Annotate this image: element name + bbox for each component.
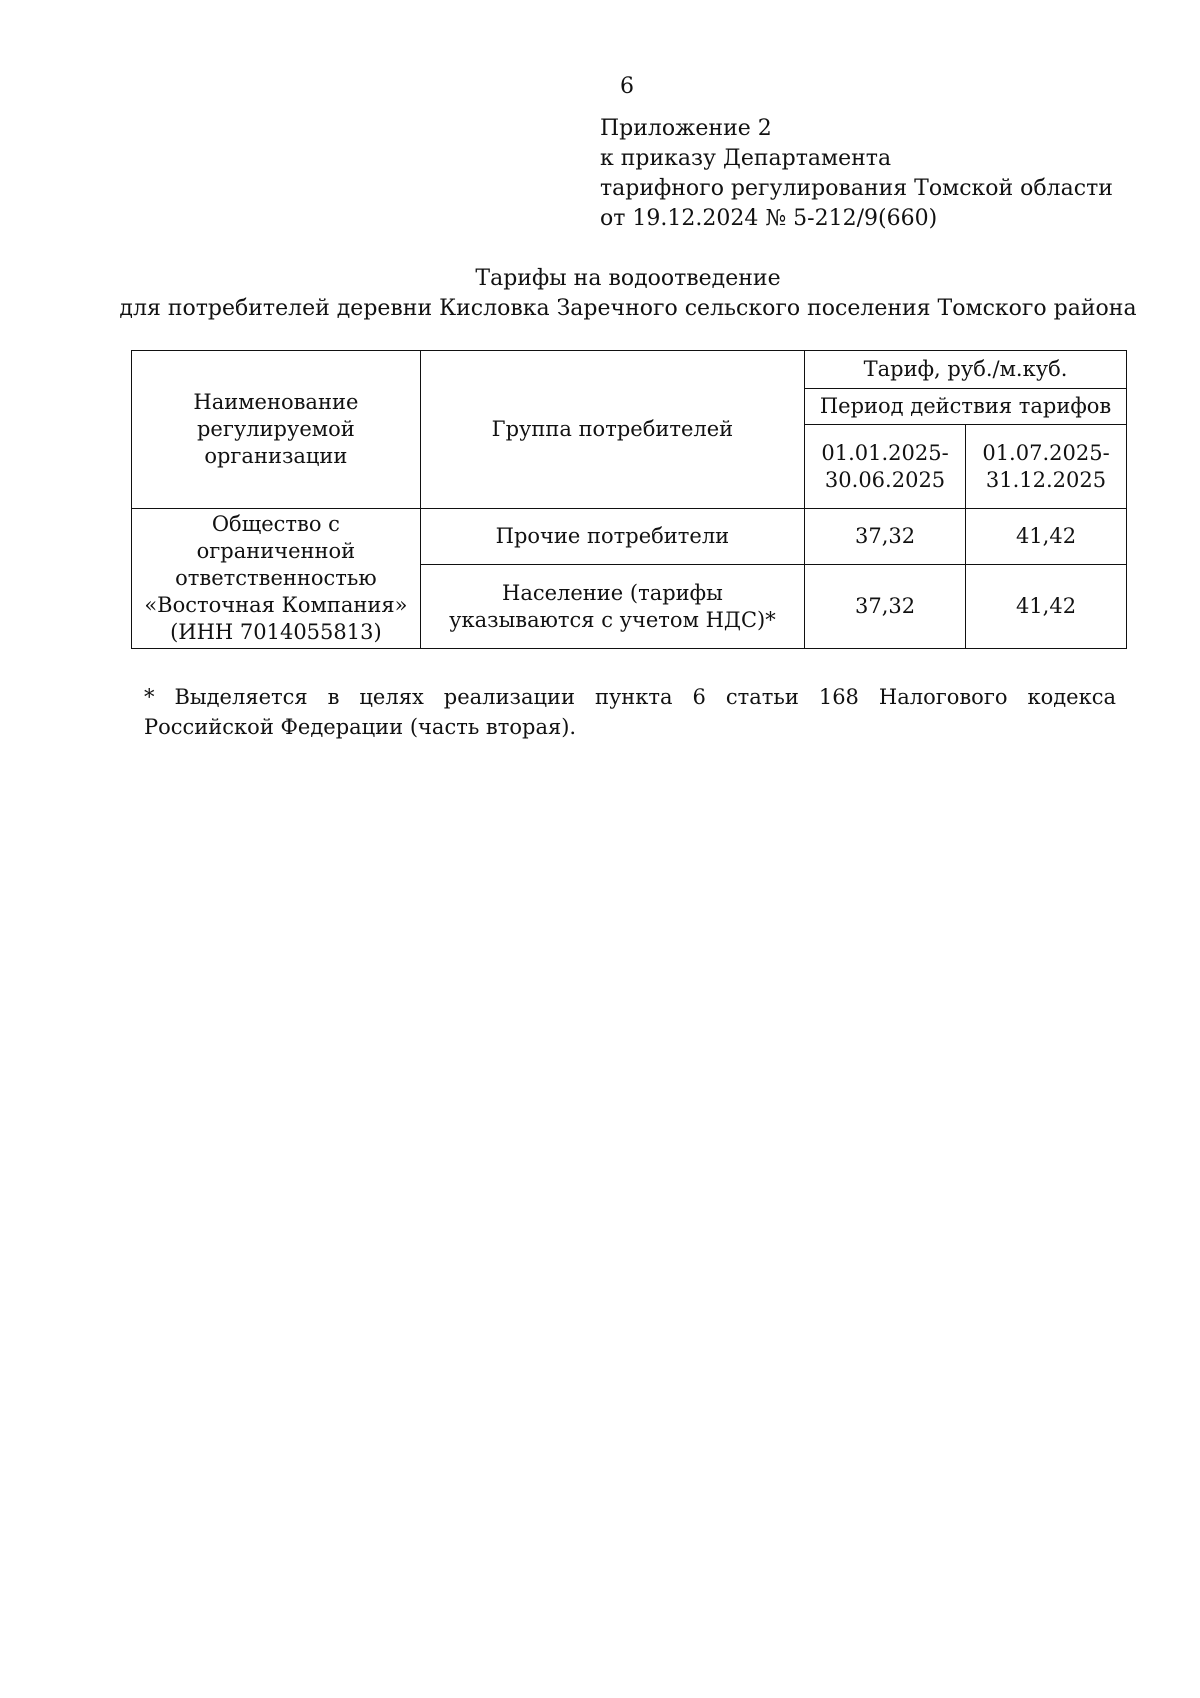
appendix-line-4: от 19.12.2024 № 5-212/9(660) (600, 206, 938, 231)
title-line-1: Тарифы на водоотведение (475, 266, 781, 291)
organization-cell: Общество с ограниченной ответственностью «Восточная Компания» (ИНН 7014055813) (132, 509, 421, 649)
consumer-group-cell: Прочие потребители (420, 509, 804, 565)
title-line-2: для потребителей деревни Кисловка Заречного сельского поселения Томского района (119, 296, 1137, 321)
appendix-line-2: к приказу Департамента (600, 146, 892, 171)
tariff-table (131, 350, 1127, 649)
header-row-tariff (132, 351, 1127, 389)
tariff-cell-period-2: 41,42 (966, 509, 1127, 565)
header-period-1: 01.01.2025-30.06.2025 (805, 425, 966, 509)
tariff-cell-period-1: 37,32 (805, 509, 966, 565)
appendix-line-3: тарифного регулирования Томской области (600, 176, 1113, 201)
header-org-name: Наименование регулируемой организации (132, 351, 421, 509)
header-period: Период действия тарифов (805, 389, 1127, 425)
header-consumer-group: Группа потребителей (420, 351, 804, 509)
footnote: * Выделяется в целях реализации пункта 6 статьи 168 Налогового кодекса Российской Федерации (часть вторая). (144, 685, 1116, 739)
tariff-cell-period-1: 37,32 (805, 565, 966, 649)
appendix-block (600, 114, 1113, 234)
document-title (0, 264, 1200, 324)
consumer-group-cell: Население (тарифы указываются с учетом НДС)* (420, 565, 804, 649)
table-row (132, 509, 1127, 565)
page-number: 6 (620, 74, 634, 99)
header-tariff: Тариф, руб./м.куб. (805, 351, 1127, 389)
appendix-line-1: Приложение 2 (600, 116, 772, 141)
header-period-2: 01.07.2025-31.12.2025 (966, 425, 1127, 509)
tariff-cell-period-2: 41,42 (966, 565, 1127, 649)
